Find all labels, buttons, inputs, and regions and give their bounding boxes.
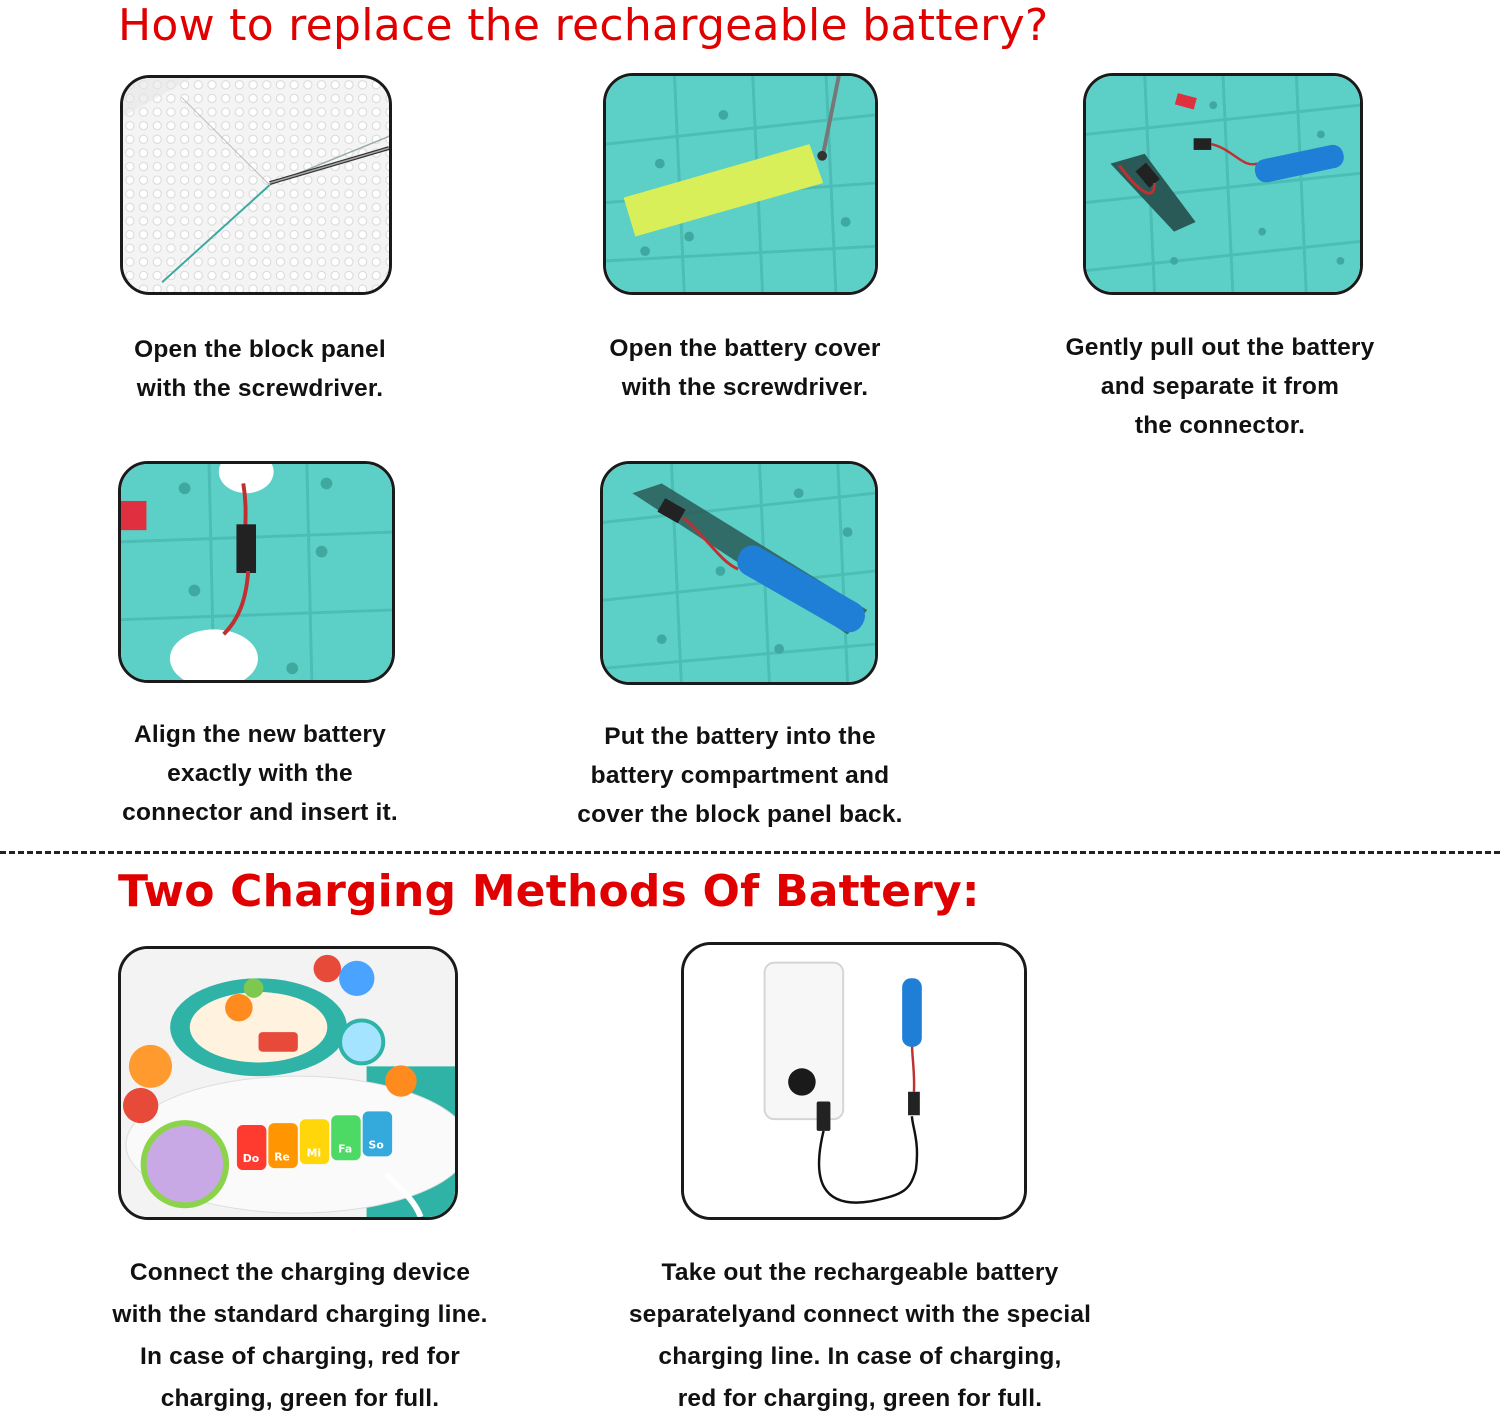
charging-method-1-caption: Connect the charging device with the standard charging line. In case of charging, red for charging, green for full. — [112, 1259, 488, 1412]
step-4-caption: Align the new battery exactly with the connector and insert it. — [122, 721, 398, 826]
step-1-caption: Open the block panel with the screwdriver. — [134, 336, 386, 402]
step-5-photo — [600, 461, 878, 685]
step-1-photo — [120, 75, 392, 295]
step-2-photo — [603, 73, 878, 295]
key-fa-label: Fa — [338, 1142, 353, 1156]
charging-method-2-caption: Take out the rechargeable battery separatelyand connect with the special charging line. In case of charging, red for charging, green for full. — [628, 1259, 1092, 1412]
step-5-caption: Put the battery into the battery compartment and cover the block panel back. — [577, 723, 903, 828]
charging-method-1-photo — [118, 946, 458, 1220]
step-2-caption: Open the battery cover with the screwdriver. — [609, 335, 881, 401]
step-4-photo — [118, 461, 395, 683]
key-mi-label: Mi — [306, 1146, 322, 1160]
dashed-divider — [0, 851, 1500, 854]
step-3-photo — [1083, 73, 1363, 295]
charging-method-2-photo — [681, 942, 1027, 1220]
key-re-label: Re — [274, 1150, 290, 1164]
key-do-label: Do — [242, 1152, 260, 1166]
charging-methods-heading: Two Charging Methods Of Battery: — [118, 866, 980, 917]
step-3-caption: Gently pull out the battery and separate it from the connector. — [1065, 334, 1375, 439]
key-so-label: So — [368, 1138, 384, 1152]
replace-battery-heading: How to replace the rechargeable battery? — [118, 0, 1049, 51]
